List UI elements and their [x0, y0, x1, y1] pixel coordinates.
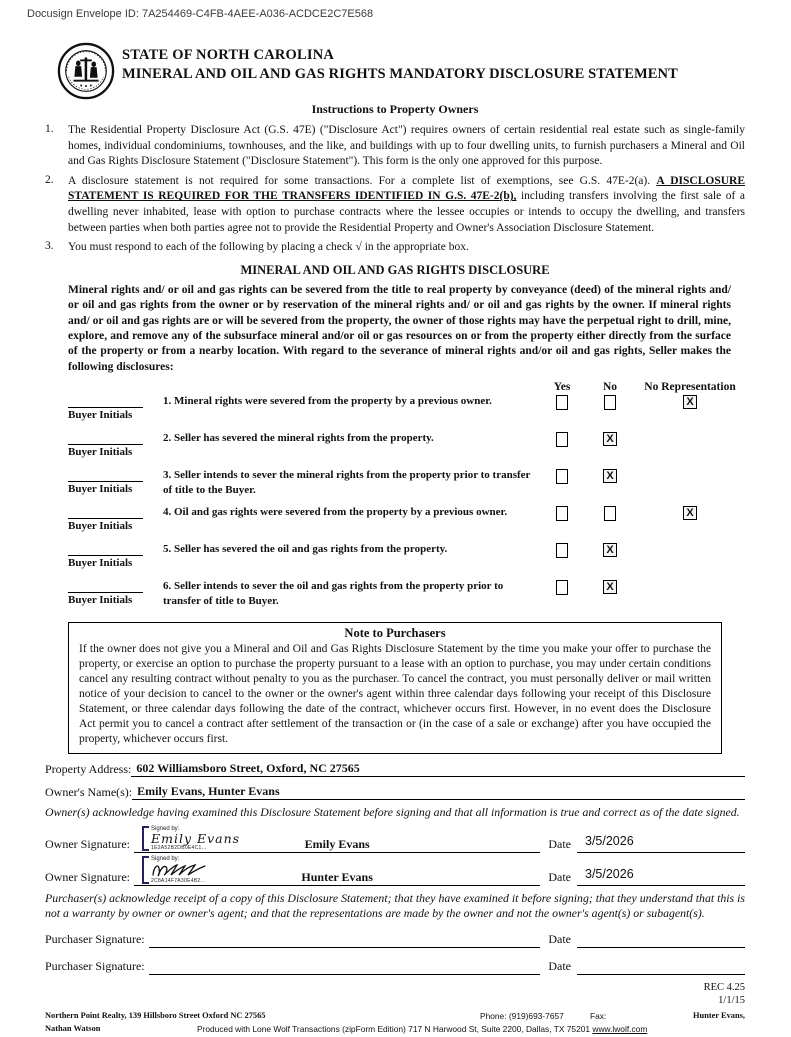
disclosure-question: 3. Seller intends to sever the mineral rights from the property prior to transfer of title to the Buyer.: [163, 469, 531, 496]
form-number: REC 4.25: [703, 981, 745, 993]
disclosure-question: 4. Oil and gas rights were severed from the property by a previous owner.: [163, 506, 508, 519]
buyer-initials-field[interactable]: [68, 432, 143, 445]
date-label: Date: [548, 869, 571, 884]
footer-lwolf-link[interactable]: www.lwolf.com: [592, 1023, 648, 1034]
disclosure-question: 1. Mineral rights were severed from the property by a previous owner.: [163, 395, 492, 408]
item-number: 3.: [45, 240, 54, 253]
purchaser-signature-label: Purchaser Signature:: [45, 931, 145, 946]
checkbox-yes[interactable]: [556, 395, 568, 410]
instruction-text: The Residential Property Disclosure Act (G.S. 47E) ("Disclosure Act") requires owners of certain residential real estate such as single-family homes, individual condominiums, townhouses, and the like, and buildings with up to four dwelling units, to furnish purchasers a Mineral and Oil and Gas Rights Disclosure Statement ("Disclosure Statement"). This form is the only one approved for this purpose.: [68, 124, 745, 168]
footer-phone: Phone: (919)693-7657: [480, 1010, 564, 1021]
signature-id: 1E2A52B2DB0E4C1...: [150, 844, 207, 851]
owner-acknowledgement: Owner(s) acknowledge having examined this Disclosure Statement before signing and that all information is true and correct as of the date signed.: [45, 804, 740, 819]
owner-signature-row-2: [45, 857, 745, 886]
buyer-initials-field[interactable]: [68, 580, 143, 593]
footer-fax: Fax:: [590, 1010, 607, 1021]
signature-id: 2C8A14F7A30E4B2...: [150, 877, 206, 884]
owner-date-field-2[interactable]: [577, 857, 745, 886]
checkbox-no-representation[interactable]: [683, 395, 697, 409]
footer-office: Northern Point Realty, 139 Hillsboro Street Oxford NC 27565: [45, 1010, 266, 1020]
instruction-item-3: [45, 240, 745, 256]
instruction-item-2: [45, 174, 745, 236]
disclosure-table: [68, 381, 745, 615]
date-label: Date: [548, 931, 571, 946]
property-address-label: Property Address:: [45, 761, 132, 776]
owner-signature-field-2[interactable]: [134, 857, 540, 886]
buyer-initials-field[interactable]: [68, 395, 143, 408]
purchaser-acknowledgement: Purchaser(s) acknowledge receipt of a copy of this Disclosure Statement; that they have examined it before signing; that they understand that this is not a warranty by owner or owner's agent; and that the representations are made by the owner and not the owner's agent(s) or subagent(s).: [45, 890, 745, 920]
purchaser-date-field-2[interactable]: [577, 952, 745, 975]
purchaser-signature-field-1[interactable]: [149, 925, 541, 948]
disclosure-question: 5. Seller has severed the oil and gas rights from the property.: [163, 543, 448, 556]
property-address-row: [45, 761, 745, 777]
owner-names-field[interactable]: [132, 784, 745, 800]
purchaser-signature-row-2: [45, 952, 745, 975]
signed-by-label: Signed by:: [150, 855, 180, 862]
checkbox-yes[interactable]: [556, 506, 568, 521]
buyer-initials-field[interactable]: [68, 469, 143, 482]
checkbox-no[interactable]: [604, 506, 616, 521]
checkbox-yes[interactable]: [556, 543, 568, 558]
buyer-initials-label: Buyer Initials: [68, 557, 133, 570]
buyer-initials-label: Buyer Initials: [68, 446, 133, 459]
instruction-text-before: A disclosure statement is not required for some transactions. For a complete list of exemptions, see G.S. 47E-2(a).: [68, 174, 657, 187]
disclosure-heading: MINERAL AND OIL AND GAS RIGHTS DISCLOSURE: [240, 262, 550, 277]
form-header: [45, 42, 745, 102]
owner-date-field-1[interactable]: [577, 824, 745, 853]
owner-date-value-1: 3/5/2026: [585, 833, 634, 848]
disclosure-question: 2. Seller has severed the mineral rights from the property.: [163, 432, 434, 445]
owner-signature-row-1: [45, 824, 745, 853]
checkbox-no[interactable]: [603, 432, 617, 446]
buyer-initials-label: Buyer Initials: [68, 483, 133, 496]
checkbox-no-representation[interactable]: [683, 506, 697, 520]
buyer-initials-label: Buyer Initials: [68, 520, 133, 533]
owner-names-value: Emily Evans, Hunter Evans: [137, 783, 280, 798]
buyer-initials-label: Buyer Initials: [68, 409, 133, 422]
checkbox-no[interactable]: [603, 469, 617, 483]
printed-name-emily: Emily Evans: [304, 836, 370, 851]
signed-by-label: Signed by:: [150, 825, 180, 832]
footer-produced-by: [197, 1024, 647, 1034]
buyer-initials-field[interactable]: [68, 506, 143, 519]
instruction-text-emphasis: A DISCLOSURE STATEMENT IS REQUIRED FOR THE TRANSFERS IDENTIFIED IN G.S. 47E-2(b),: [68, 174, 746, 203]
state-title: STATE OF NORTH CAROLINA: [122, 47, 335, 63]
disclosure-row-4: [68, 505, 745, 541]
disclosure-row-6: [68, 579, 745, 615]
owner-signature-field-1[interactable]: [134, 824, 540, 853]
disclosure-row-2: [68, 431, 745, 467]
disclosure-question: 6. Seller intends to sever the oil and gas rights from the property prior to transfer of title to Buyer.: [163, 580, 504, 607]
note-title: Note to Purchasers: [344, 626, 446, 641]
buyer-initials-field[interactable]: [68, 543, 143, 556]
purchaser-signature-label: Purchaser Signature:: [45, 958, 145, 973]
owner-names-row: [45, 784, 745, 800]
purchaser-date-field-1[interactable]: [577, 925, 745, 948]
property-address-value: 602 Williamsboro Street, Oxford, NC 27565: [136, 760, 360, 775]
nc-real-estate-commission-seal-icon: [57, 42, 115, 100]
disclosure-column-headers: [68, 381, 745, 393]
footer-client-name: Hunter Evans,: [693, 1010, 745, 1020]
disclosure-intro: Mineral rights and/ or oil and gas rights can be severed from the title to real property by conveyance (deed) of the mineral rights and/ or oil and gas rights from the owner or by reservation of the mineral rights and/ or oil and gas rights by the owner. If mineral rights and/ or oil and gas rights are or will be severed from the property, the owner of those rights may have the perpetual right to drill, mine, explore, and remove any of the subsurface mineral and/or oil or gas resources on or from the property either directly from the surface of the property or from a nearby location. With regard to the severance of mineral rights and/or oil and gas rights, Seller makes the following disclosures:: [68, 283, 731, 373]
column-header-yes: Yes: [553, 381, 571, 394]
note-body: If the owner does not give you a Mineral and Oil and Gas Rights Disclosure Statement by the time you make your offer to purchase the property, or exercise an option to purchase the property pursuant to a lease with an option to purchase, you may under certain conditions cancel any resulting contract without penalty to you as the purchaser. To cancel the contract, you must personally deliver or mail written notice of your decision to cancel to the owner or the owner's agent within three calendar days following your receipt of this Disclosure Statement, or three calendar days following the date of the contract, whichever occurs first. However, in no event does the Disclosure Act permit you to cancel a contract after settlement of the transaction or (in the case of a sale or exchange) after you have occupied the property, whichever occurs first.: [79, 643, 711, 745]
column-header-no-representation: No Representation: [644, 381, 736, 394]
owner-signature-label: Owner Signature:: [45, 869, 130, 884]
checkbox-yes[interactable]: [556, 469, 568, 484]
instruction-text: You must respond to each of the following by placing a check √ in the appropriate box.: [68, 241, 469, 254]
checkbox-no[interactable]: [603, 580, 617, 594]
instruction-text-after: including transfers involving the first sale of a dwelling never inhabited, lease with option to purchase contracts where the lessee occupies or intends to occupy the dwelling, and transfers between parties when both parties agree not to provide the Residential Property and Owner's Association Disclosure Statement.: [68, 190, 745, 234]
owner-signature-label: Owner Signature:: [45, 836, 130, 851]
owner-date-value-2: 3/5/2026: [585, 866, 634, 881]
purchaser-signature-row-1: [45, 925, 745, 948]
disclosure-row-1: [68, 394, 745, 430]
form-title: MINERAL AND OIL AND GAS RIGHTS MANDATORY DISCLOSURE STATEMENT: [122, 66, 678, 82]
instruction-text: [68, 174, 745, 236]
disclosure-row-5: [68, 542, 745, 578]
checkbox-no[interactable]: [604, 395, 616, 410]
disclosure-row-3: [68, 468, 745, 504]
date-label: Date: [548, 836, 571, 851]
column-header-no: No: [602, 381, 618, 394]
date-label: Date: [548, 958, 571, 973]
instructions-list: [45, 123, 745, 256]
item-number: 2.: [45, 173, 54, 186]
item-number: 1.: [45, 123, 54, 135]
checkbox-yes[interactable]: [556, 580, 568, 595]
instruction-item-1: [45, 123, 745, 170]
buyer-initials-label: Buyer Initials: [68, 594, 133, 607]
form-number-block: [45, 981, 745, 1008]
property-address-field[interactable]: [131, 761, 745, 777]
checkbox-yes[interactable]: [556, 432, 568, 447]
footer-agent-name: Nathan Watson: [45, 1023, 101, 1033]
owner-names-label: Owner's Name(s):: [45, 784, 133, 799]
signature-script-emily: Emily Evans: [150, 830, 241, 846]
footer-produced-text: Produced with Lone Wolf Transactions (zipForm Edition) 717 N Harwood St, Suite 2200, Dallas, TX 75201: [197, 1023, 591, 1034]
printed-name-hunter: Hunter Evans: [301, 869, 373, 884]
instructions-heading: Instructions to Property Owners: [311, 102, 479, 116]
docusign-envelope-id: Docusign Envelope ID: 7A254469-C4FB-4AEE-A036-ACDCE2C7E568: [27, 8, 374, 20]
form-revision-date: 1/1/15: [718, 995, 745, 1007]
purchaser-signature-field-2[interactable]: [149, 952, 541, 975]
note-to-purchasers-box: [68, 622, 722, 753]
checkbox-no[interactable]: [603, 543, 617, 557]
